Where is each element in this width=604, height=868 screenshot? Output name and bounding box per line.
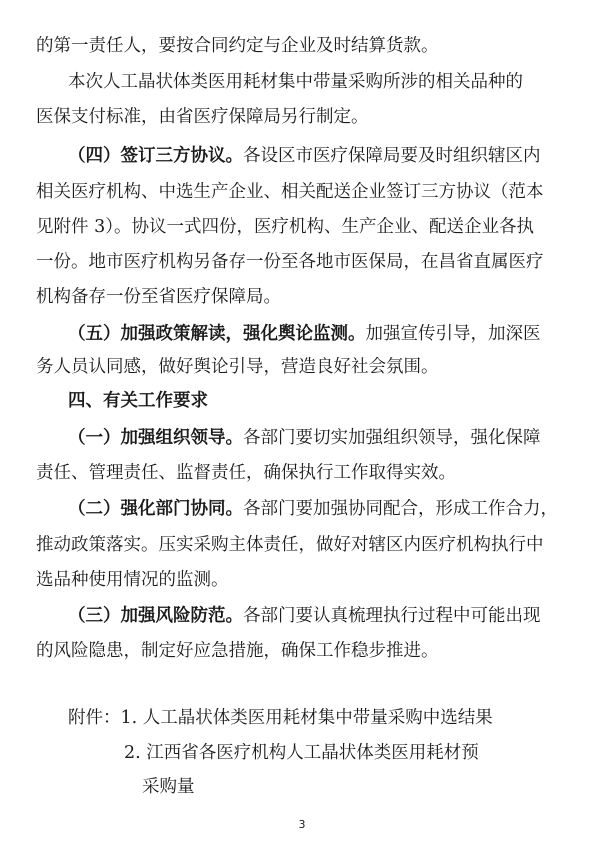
attachment-line: [142, 775, 195, 799]
paragraph-text: 务人员认同感，做好舆论引导，营造良好社会氛围。: [36, 357, 439, 377]
text-line: [36, 461, 456, 485]
text-line: [36, 180, 544, 204]
paragraph-text: 各部门要认真梳理执行过程中可能出现: [243, 606, 541, 626]
text-line: [68, 426, 541, 450]
paragraph-text: 各部门要切实加强组织领导，强化保障: [243, 428, 541, 448]
text-line: [68, 70, 523, 94]
text-line: [36, 105, 369, 129]
paragraph-text: 的第一责任人，要按合同约定与企业及时结算货款。: [36, 36, 439, 56]
text-line: [36, 639, 439, 663]
subsection-heading: （五）加强政策解读，强化舆论监测。: [68, 324, 366, 344]
paragraph-text: 的风险隐患，制定好应急措施，确保工作稳步推进。: [36, 641, 439, 661]
page-number: 3: [298, 818, 306, 831]
text-line: [68, 497, 558, 521]
attachment-item: 2. 江西省各医疗机构人工晶状体类医用耗材预: [124, 743, 479, 763]
attachment-item: 1. 人工晶状体类医用耗材集中带量采购中选结果: [120, 708, 493, 728]
text-line: [36, 355, 439, 379]
paragraph-text: 加强宣传引导，加深医: [365, 324, 541, 344]
section-heading-text: 四、有关工作要求: [68, 391, 208, 411]
paragraph-text: 选品种使用情况的监测。: [36, 570, 229, 590]
subsection-heading: （三）加强风险防范。: [68, 606, 243, 626]
section-heading: [68, 389, 208, 413]
text-line: [68, 144, 541, 168]
paragraph-text: 见附件 3）。协议一式四份，医疗机构、生产企业、配送企业各执: [36, 217, 534, 237]
subsection-heading: （二）强化部门协同。: [68, 499, 243, 519]
text-line: [36, 215, 534, 239]
paragraph-text: 一份。地市医疗机构另备存一份至各地市医保局，在昌省直属医疗: [36, 252, 544, 272]
text-line: [36, 250, 544, 274]
text-line: [36, 568, 229, 592]
subsection-heading: （一）加强组织领导。: [68, 428, 243, 448]
paragraph-text: 本次人工晶状体类医用耗材集中带量采购所涉的相关品种的: [68, 72, 523, 92]
attachment-label: 附件：: [68, 708, 121, 728]
text-line: [68, 604, 541, 628]
text-line: [36, 533, 544, 557]
text-line: [36, 285, 281, 309]
text-line: [36, 34, 439, 58]
paragraph-text: 机构备存一份至省医疗保障局。: [36, 287, 281, 307]
attachment-item: 采购量: [142, 777, 195, 797]
text-line: [68, 322, 541, 346]
paragraph-text: 各部门要加强协同配合，形成工作合力，: [243, 499, 558, 519]
attachment-line: [68, 706, 493, 730]
paragraph-text: 医保支付标准，由省医疗保障局另行制定。: [36, 107, 369, 127]
attachment-line: [124, 741, 479, 765]
paragraph-text: 责任、管理责任、监督责任，确保执行工作取得实效。: [36, 463, 456, 483]
subsection-heading: （四）签订三方协议。: [68, 146, 243, 166]
paragraph-text: 推动政策落实。压实采购主体责任，做好对辖区内医疗机构执行中: [36, 535, 544, 555]
paragraph-text: 各设区市医疗保障局要及时组织辖区内: [243, 146, 541, 166]
paragraph-text: 相关医疗机构、中选生产企业、相关配送企业签订三方协议（范本: [36, 182, 544, 202]
